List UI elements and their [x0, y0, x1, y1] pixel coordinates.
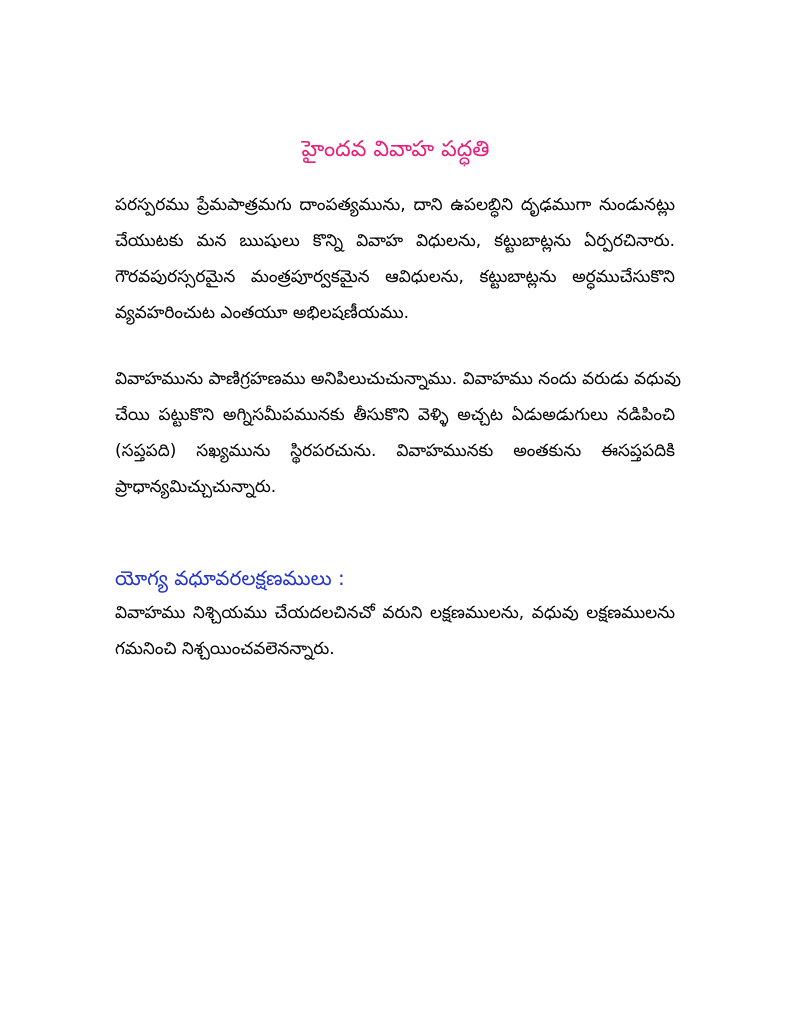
document-title: హైందవ వివాహ పద్ధతి — [301, 137, 490, 162]
paragraph-line: వ్యవహరించుట ఎంతయూ అభిలషణీయము. — [115, 303, 409, 323]
paragraph-line: వివాహము నిశ్చియము చేయదలచినచో వరుని లక్షణములను, వధువు లక్షణములను — [115, 603, 675, 623]
paragraph-line: చేయి పట్టుకొని అగ్నిసమీపమునకు తీసుకొని వెళ్ళి అచ్చట ఏడుఅడుగులు నడిపించి — [115, 405, 675, 425]
paragraph-line: గౌరవపురస్సరమైన మంత్రపూర్వకమైన ఆవిధులను, కట్టుబాట్లను అర్ధముచేసుకొని — [115, 267, 675, 287]
paragraph-line: ప్రాధాన్యమిచ్చుచున్నారు. — [115, 477, 277, 497]
paragraph-line: వివాహమును పాణిగ్రహణము అనిపిలుచుచున్నాము. వివాహము నందు వరుడు వధువు — [115, 369, 681, 389]
paragraph-line: గమనించి నిశ్చయించవలెనన్నారు. — [115, 639, 335, 659]
section-heading: యోగ్య వధూవరలక్షణములు : — [115, 566, 345, 590]
paragraph-line: చేయుటకు మన ఋషులు కొన్ని వివాహ విధులను, కట్టుబాట్లను ఏర్పరచినారు. — [115, 231, 675, 251]
paragraph-line: (సప్తపది) సఖ్యమును స్థిరపరచును. వివాహమునకు అంతకును ఈసప్తపదికి — [115, 441, 675, 461]
paragraph-line: పరస్పరము ప్రేమపాత్రమగు దాంపత్యమును, దాని ఉపలబ్ధిని దృఢముగా నుండునట్లు — [115, 195, 675, 215]
